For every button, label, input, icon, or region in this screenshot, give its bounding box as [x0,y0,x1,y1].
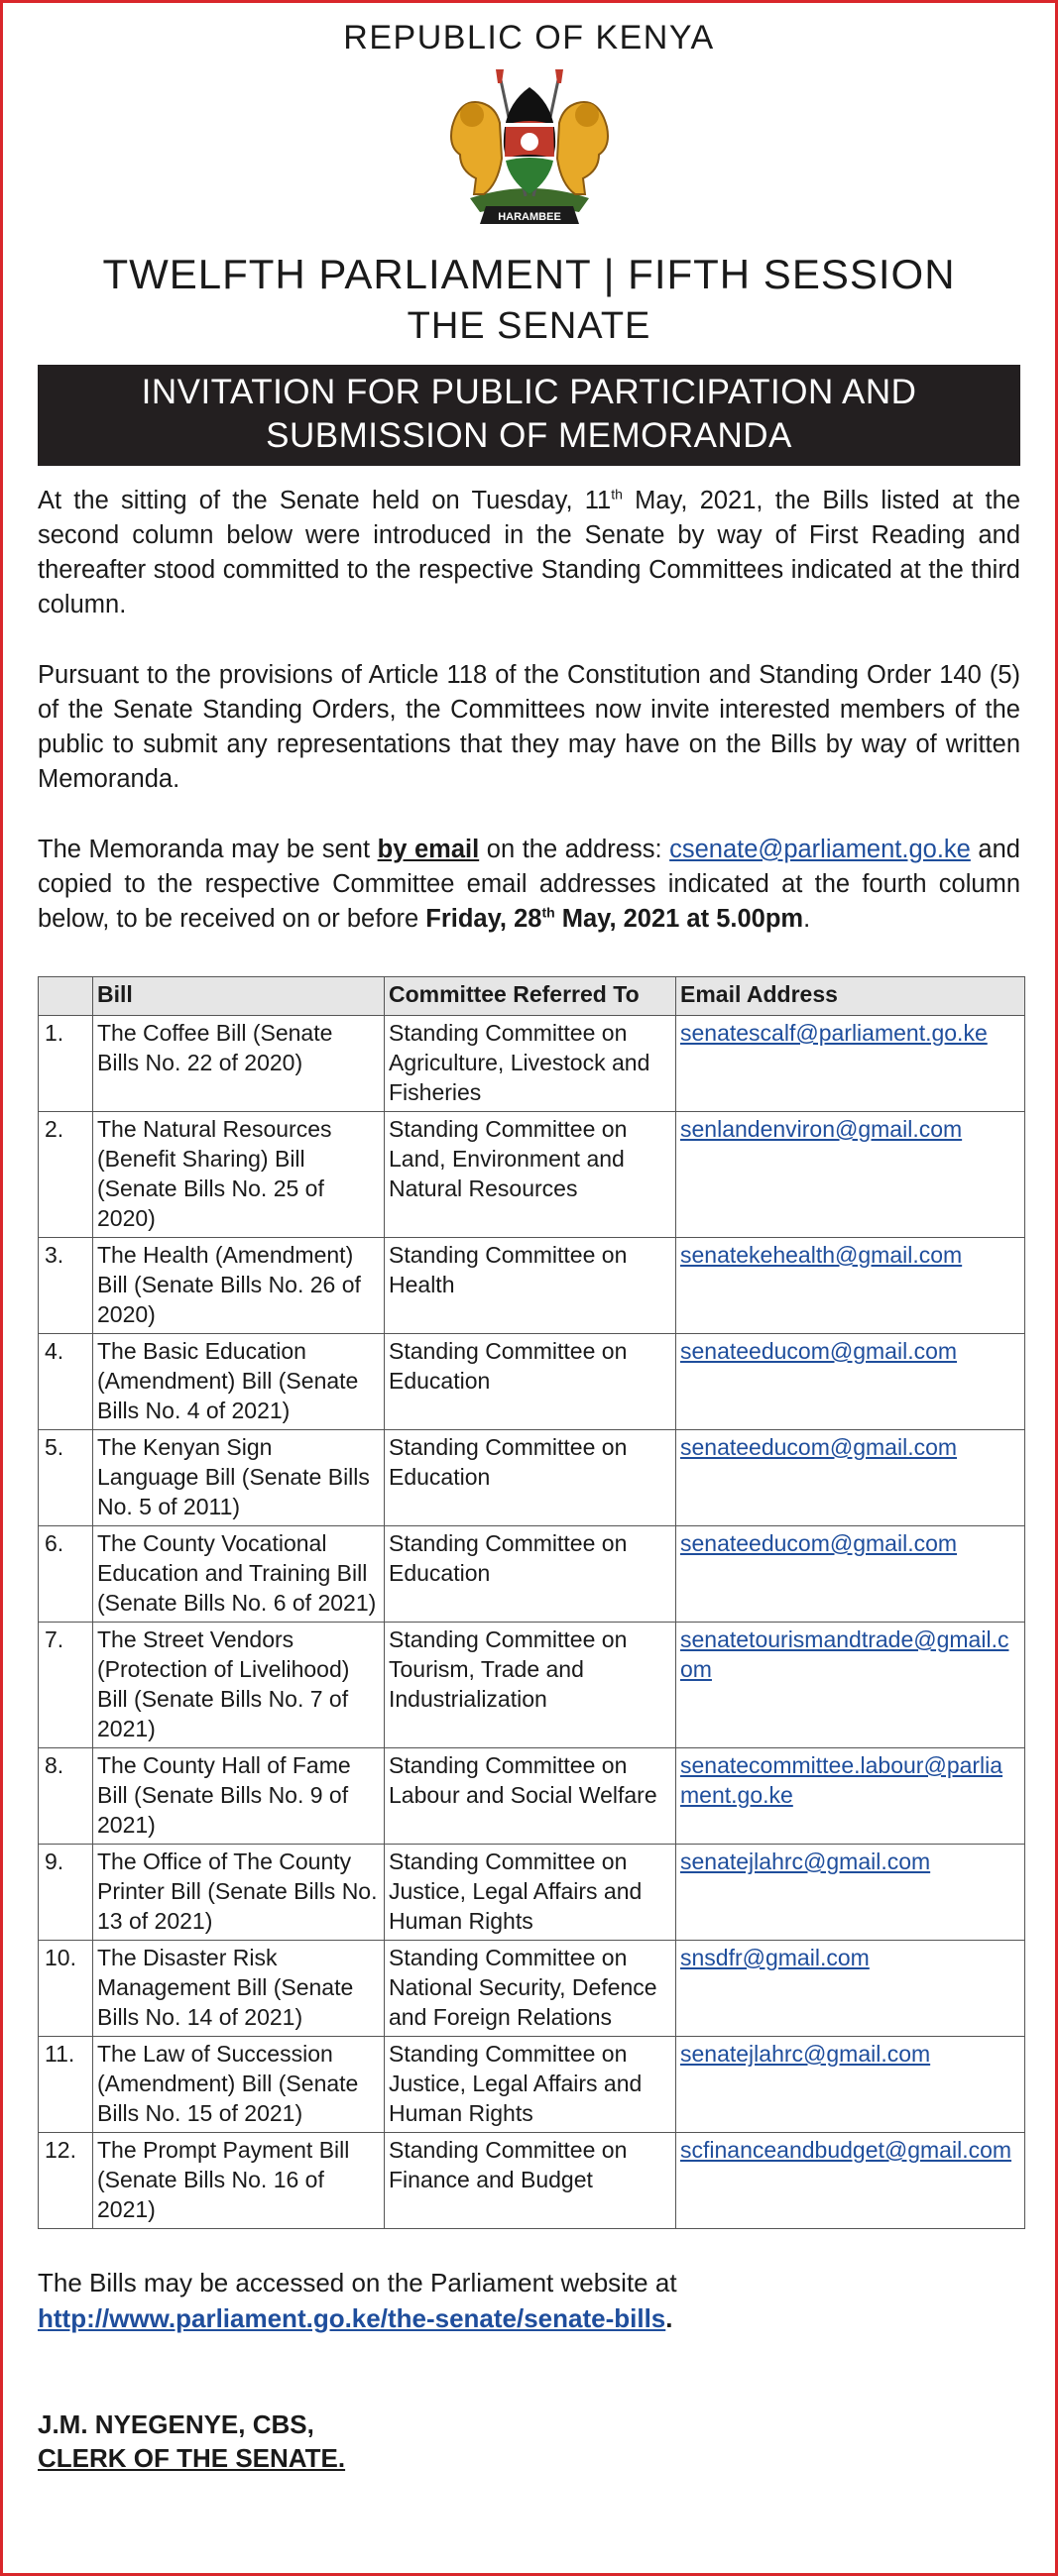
committee-name: Standing Committee on Education [385,1430,676,1526]
svg-text:HARAMBEE: HARAMBEE [497,211,561,223]
committee-email-link[interactable]: senateeducom@gmail.com [676,1430,1025,1526]
bill-name: The Natural Resources (Benefit Sharing) Bill (Senate Bills No. 25 of 2020) [93,1112,385,1238]
committee-email-link[interactable]: senatecommittee.labour@parliament.go.ke [676,1748,1025,1845]
committee-name: Standing Committee on Tourism, Trade and Industrialization [385,1623,676,1748]
notice [38,0,1020,2475]
house-heading: THE SENATE [407,305,651,347]
bill-name: The Coffee Bill (Senate Bills No. 22 of 2020) [93,1016,385,1112]
bill-name: The Disaster Risk Management Bill (Senate Bills No. 14 of 2021) [93,1941,385,2037]
table-row [39,1623,1025,1748]
by-email-emphasis: by email [377,836,480,863]
row-number: 3. [39,1238,93,1334]
committee-email-link[interactable]: scfinanceandbudget@gmail.com [676,2133,1025,2229]
table-row [39,2037,1025,2133]
bill-name: The Basic Education (Amendment) Bill (Senate Bills No. 4 of 2021) [93,1334,385,1430]
committee-email-link[interactable]: senateeducom@gmail.com [676,1526,1025,1623]
committee-name: Standing Committee on Finance and Budget [385,2133,676,2229]
committee-name: Standing Committee on Education [385,1526,676,1623]
republic-title: REPUBLIC OF KENYA [343,19,715,56]
banner-line-1: INVITATION FOR PUBLIC PARTICIPATION AND [141,373,917,411]
row-number: 2. [39,1112,93,1238]
bill-name: The Office of The County Printer Bill (Senate Bills No. 13 of 2021) [93,1845,385,1941]
header-number [39,977,93,1016]
signatory-name: J.M. NYEGENYE, CBS, [38,2409,314,2439]
bill-name: The County Vocational Education and Training Bill (Senate Bills No. 6 of 2021) [93,1526,385,1623]
table-row [39,1334,1025,1430]
coat-of-arms-icon [430,67,629,236]
committee-name: Standing Committee on Health [385,1238,676,1334]
bill-name: The County Hall of Fame Bill (Senate Bills No. 9 of 2021) [93,1748,385,1845]
bill-name: The Prompt Payment Bill (Senate Bills No. 16 of 2021) [93,2133,385,2229]
committee-name: Standing Committee on Education [385,1334,676,1430]
committee-email-link[interactable]: senatejlahrc@gmail.com [676,1845,1025,1941]
row-number: 10. [39,1941,93,2037]
committee-name: Standing Committee on National Security, Defence and Foreign Relations [385,1941,676,2037]
table-row [39,1748,1025,1845]
header-committee: Committee Referred To [385,977,676,1016]
header-bill: Bill [93,977,385,1016]
row-number: 11. [39,2037,93,2133]
memoranda-paragraph: The Memoranda may be sent by email on the address: csenate@parliament.go.ke and copied to the respective Committee email addresses indicated at the fourth column below, to be received on or before Friday, 28th May, 2021 at 5.00pm. [38,836,1020,933]
row-number: 6. [39,1526,93,1623]
committee-email-link[interactable]: senateeducom@gmail.com [676,1334,1025,1430]
table-row [39,1112,1025,1238]
bill-name: The Health (Amendment) Bill (Senate Bills No. 26 of 2020) [93,1238,385,1334]
deadline: Friday, 28th May, 2021 at 5.00pm [425,904,804,933]
committee-name: Standing Committee on Justice, Legal Affairs and Human Rights [385,1845,676,1941]
intro-paragraph: At the sitting of the Senate held on Tuesday, 11th May, 2021, the Bills listed at the second column below were introduced in the Senate by way of First Reading and thereafter stood committed to the respective Standing Committees indicated at the third column. [38,486,1020,618]
table-header-row [39,977,1025,1016]
row-number: 9. [39,1845,93,1941]
committee-name: Standing Committee on Land, Environment and Natural Resources [385,1112,676,1238]
committee-name: Standing Committee on Labour and Social Welfare [385,1748,676,1845]
access-note: The Bills may be accessed on the Parliament website at http://www.parliament.go.ke/the-senate/senate-bills. [38,2265,1020,2336]
row-number: 7. [39,1623,93,1748]
access-text: The Bills may be accessed on the Parliament website at [38,2268,677,2297]
committee-email-link[interactable]: senatetourismandtrade@gmail.com [676,1623,1025,1748]
table-row [39,1526,1025,1623]
committee-email-link[interactable]: snsdfr@gmail.com [676,1941,1025,2037]
table-row [39,1238,1025,1334]
banner-line-2: SUBMISSION OF MEMORANDA [266,416,792,455]
committee-email-link[interactable]: senatekehealth@gmail.com [676,1238,1025,1334]
table-row [39,1941,1025,2037]
committee-email-link[interactable]: senatejlahrc@gmail.com [676,2037,1025,2133]
bill-name: The Law of Succession (Amendment) Bill (Senate Bills No. 15 of 2021) [93,2037,385,2133]
row-number: 12. [39,2133,93,2229]
row-number: 1. [39,1016,93,1112]
pursuant-paragraph: Pursuant to the provisions of Article 118 of the Constitution and Standing Order 140 (5) of the Senate Standing Orders, the Committees now invite interested members of the public to submit any representations that they may have on the Bills by way of written Memoranda. [38,661,1020,793]
bill-name: The Street Vendors (Protection of Livelihood) Bill (Senate Bills No. 7 of 2021) [93,1623,385,1748]
row-number: 8. [39,1748,93,1845]
row-number: 4. [39,1334,93,1430]
header-email: Email Address [676,977,1025,1016]
table-row [39,1430,1025,1526]
signature-block [38,2408,1020,2475]
committee-name: Standing Committee on Justice, Legal Affairs and Human Rights [385,2037,676,2133]
table-row [39,2133,1025,2229]
row-number: 5. [39,1430,93,1526]
table-row [39,1845,1025,1941]
senate-bills-link[interactable]: http://www.parliament.go.ke/the-senate/senate-bills [38,2303,666,2333]
senate-email-link[interactable]: csenate@parliament.go.ke [669,836,971,863]
committee-email-link[interactable]: senlandenviron@gmail.com [676,1112,1025,1238]
invitation-banner [38,365,1020,466]
bills-table [38,976,1025,2229]
table-row [39,1016,1025,1112]
signatory-title: CLERK OF THE SENATE. [38,2443,346,2473]
committee-email-link[interactable]: senatescalf@parliament.go.ke [676,1016,1025,1112]
bill-name: The Kenyan Sign Language Bill (Senate Bills No. 5 of 2011) [93,1430,385,1526]
committee-name: Standing Committee on Agriculture, Livestock and Fisheries [385,1016,676,1112]
parliament-session-heading: TWELFTH PARLIAMENT | FIFTH SESSION [102,251,956,297]
